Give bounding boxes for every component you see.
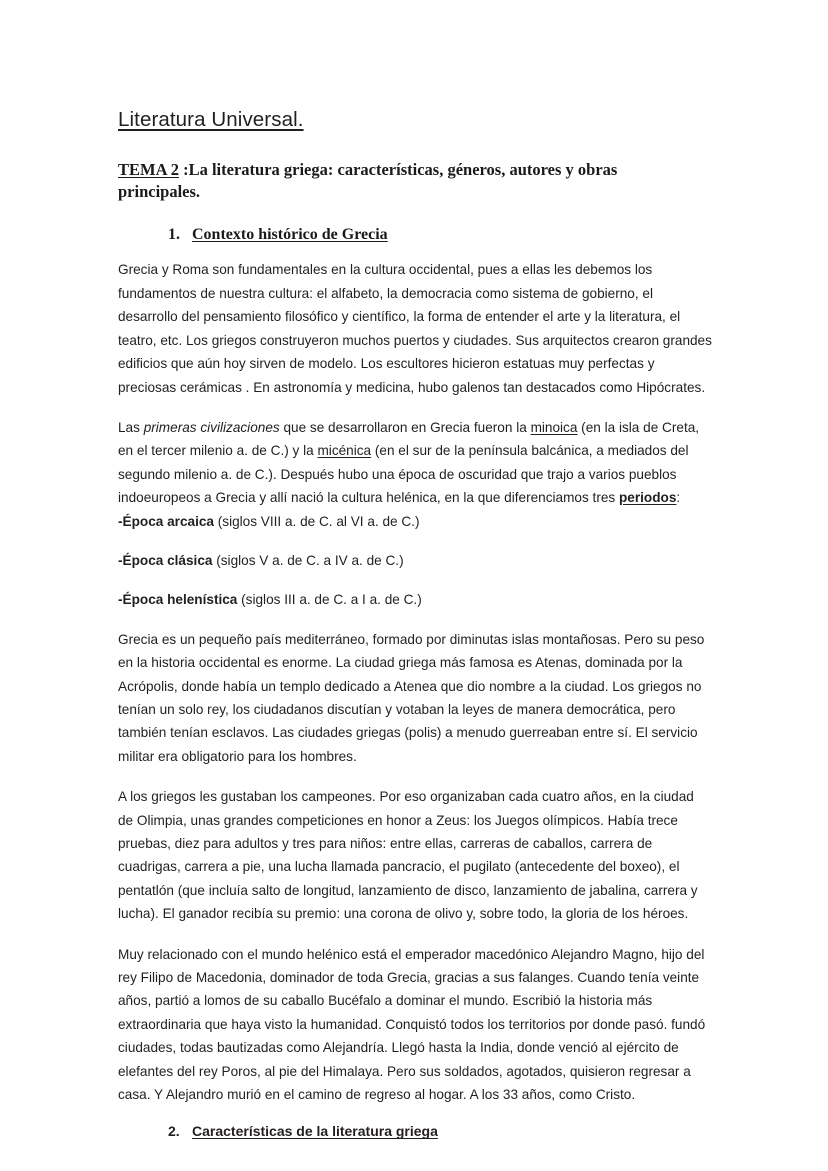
text-fragment: (en el sur de la península balcánica, a mediados del segundo milenio a. de C.). Después hubo una época de oscuridad que trajo a varios pueblos indoeuropeos a Grecia y allí nació la cultura helénica, en la que diferenciamos tres [118,443,689,506]
paragraph-alejandro-magno: Muy relacionado con el mundo helénico está el emperador macedónico Alejandro Magno, hijo del rey Filipo de Macedonia, dominador de toda Grecia, gracias a sus falanges. Cuando tenía veinte años, partió a lomos de su caballo Bucéfalo a dominar el mundo. Escribió la historia más extraordinaria que haya visto la humanidad. Conquistó todos los territorios por donde pasó. fundó ciudades, todas bautizadas como Alejandría. Llegó hasta la India, donde venció al ejército de elefantes del rey Poros, al pie del Himalaya. Pero sus soldados, agotados, quisieron regresar a casa. Y Alejandro murió en el camino de regreso al hogar. A los 33 años, como Cristo. [118,946,706,1103]
paragraph-epoca-arcaica [118,510,712,533]
paragraph-epoca-helenistica [118,588,712,611]
tema-label: TEMA 2 [118,159,179,179]
label-epoca-helenistica: -Época helenística [118,592,238,608]
section-title-2: Características de la literatura griega [192,1123,438,1140]
paragraph-epoca-clasica [118,549,712,572]
paragraph-grecia-pais: Grecia es un pequeño país mediterráneo, formado por diminutas islas montañosas. Pero su peso en la historia occidental es enorme. La ciudad griega más famosa es Atenas, dominada por la Acrópolis, donde había un templo dedicado a Atenea que dio nombre a la ciudad. Los griegos no tenían un solo rey, los ciudadanos discutían y votaban la leyes de manera democrática, pero también tenían esclavos. Las ciudades griegas (polis) a menudo guerreaban entre sí. El servicio militar era obligatorio para los hombres. [118,631,705,764]
underline-minoica: minoica [530,419,578,435]
text-epoca-arcaica: (siglos VIII a. de C. al VI a. de C.) [213,513,420,529]
text-fragment: (en la isla de Creta, en el tercer milenio a. de C.) y la [118,419,700,459]
text-fragment: Las [118,419,144,435]
document-body [118,108,712,1153]
text-fragment: que se desarrollaron en Grecia fueron la [279,419,531,435]
paragraph-juegos-olimpicos: A los griegos les gustaban los campeones. Por eso organizaban cada cuatro años, en la ciudad de Olimpia, unas grandes competiciones en honor a Zeus: los Juegos olímpicos. Había trece pruebas, diez para adultos y tres para niños: entre ellas, carreras de caballos, carrera de cuadrigas, carrera a pie, una lucha llamada pancracio, el pugilato (antecedente del boxeo), el pentatlón (que incluía salto de longitud, lanzamiento de disco, lanzamiento de jabalina, carrera y lucha). El ganador recibía su premio: una corona de olivo y, sobre todo, la gloria de los héroes. [118,789,698,922]
section-heading-2 [118,1123,712,1139]
section-heading-1 [118,226,712,244]
bold-underline-periodos: periodos [619,490,677,506]
document-title: Literatura Universal. [118,108,304,131]
paragraph-contexto-1: Grecia y Roma son fundamentales en la cultura occidental, pues a ellas les debemos los fundamentos de nuestra cultura: el alfabeto, la democracia como sistema de gobierno, el desarrollo del pensamiento filosófico y científico, la forma de entender el arte y la literatura, el teatro, etc. Los griegos construyeron muchos puertos y ciudades. Sus arquitectos crearon grandes edificios que aún hoy sirven de modelo. Los escultores hicieron estatuas muy perfectas y preciosas cerámicas . En astronomía y medicina, hubo galenos tan destacados como Hipócrates. [118,262,712,395]
tema-subtitle: :La literatura griega: características, géneros, autores y obras principales. [118,159,618,201]
section-title-1: Contexto histórico de Grecia [192,226,388,244]
paragraph-civilizaciones [118,416,712,510]
tema-heading [118,159,638,203]
section-number-2: 2. [168,1123,180,1140]
label-epoca-arcaica: -Época arcaica [118,513,214,529]
emphasis-primeras-civilizaciones: primeras civilizaciones [143,419,280,435]
underline-micenica: micénica [317,443,372,459]
text-epoca-clasica: (siglos V a. de C. a IV a. de C.) [212,552,404,568]
text-epoca-helenistica: (siglos III a. de C. a I a. de C.) [237,592,422,608]
label-epoca-clasica: -Época clásica [118,552,213,568]
section-number-1: 1. [168,226,180,244]
text-fragment: : [676,490,681,506]
